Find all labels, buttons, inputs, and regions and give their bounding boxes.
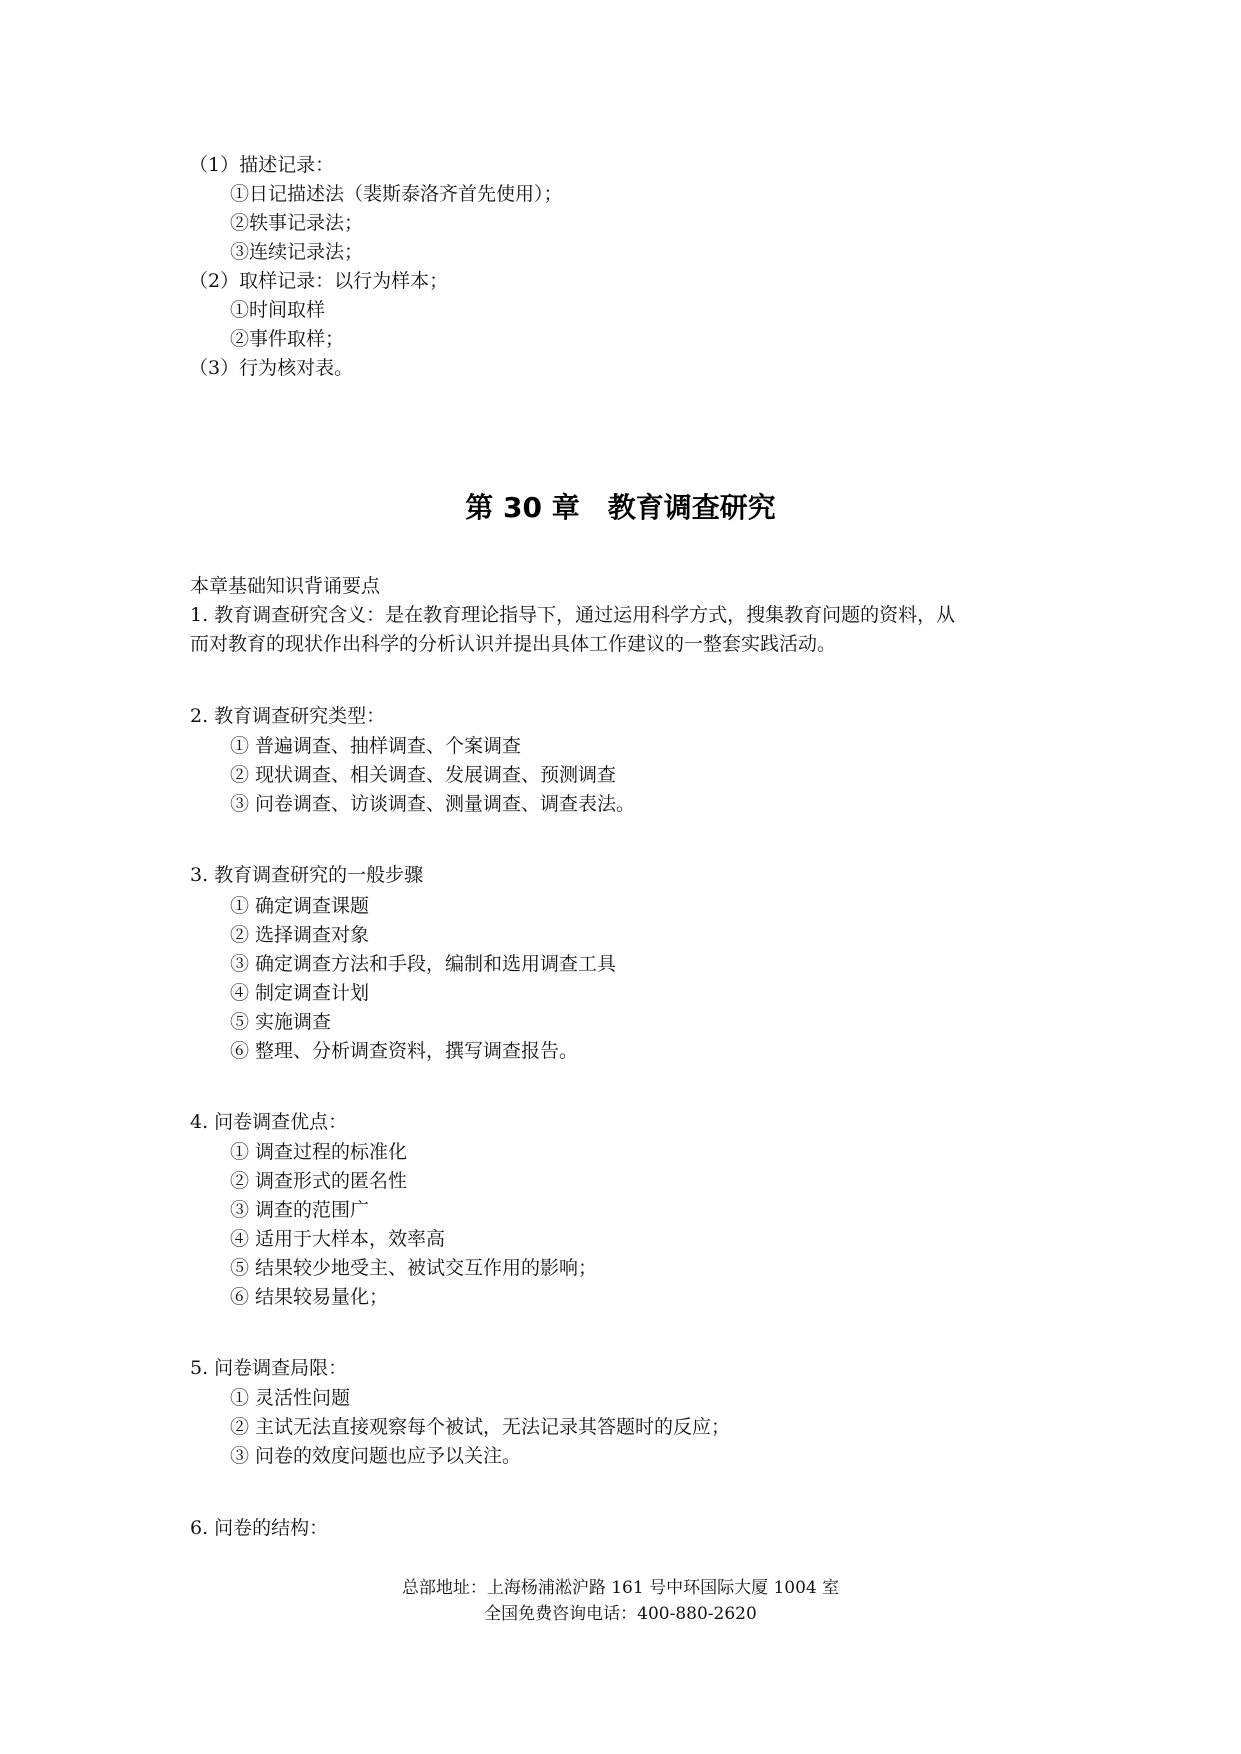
list-item: ④ 适用于大样本，效率高 <box>230 1228 446 1250</box>
list-item: ⑤ 结果较少地受主、被试交互作用的影响； <box>230 1257 598 1279</box>
list-item: ⑤ 实施调查 <box>230 1011 332 1033</box>
list-item: ② 现状调查、相关调查、发展调查、预测调查 <box>230 764 617 786</box>
list-item: ② 主试无法直接观察每个被试，无法记录其答题时的反应； <box>230 1416 731 1438</box>
paragraph-line: 1. 教育调查研究含义：是在教育理论指导下，通过运用科学方式，搜集教育问题的资料，从 <box>190 604 956 626</box>
list-item: ⑥ 结果较易量化； <box>230 1286 389 1308</box>
list-item: ① 确定调查课题 <box>230 895 370 917</box>
list-item: ② 选择调查对象 <box>230 924 370 946</box>
list-item: ① 灵活性问题 <box>230 1387 351 1409</box>
paragraph-line: 而对教育的现状作出科学的分析认识并提出具体工作建议的一整套实践活动。 <box>190 633 837 655</box>
list-item: （1）描述记录： <box>189 154 335 176</box>
section-heading: 2. 教育调查研究类型： <box>190 705 386 727</box>
section-heading: 4. 问卷调查优点： <box>190 1111 348 1133</box>
section-intro: 本章基础知识背诵要点 <box>190 575 381 597</box>
list-item: ② 调查形式的匿名性 <box>230 1170 408 1192</box>
list-item: ③ 问卷调查、访谈调查、测量调查、调查表法。 <box>230 793 636 815</box>
list-item: ②事件取样； <box>230 328 345 350</box>
list-item: ①日记描述法（裴斯泰洛齐首先使用）； <box>230 183 563 205</box>
list-item: ②轶事记录法； <box>230 212 364 234</box>
footer-address: 总部地址：上海杨浦淞沪路 161 号中环国际大厦 1004 室 <box>401 1578 840 1598</box>
list-item: ③ 调查的范围广 <box>230 1199 370 1221</box>
chapter-title: 第 30 章 教育调查研究 <box>465 491 776 524</box>
section-heading: 6. 问卷的结构： <box>190 1517 329 1539</box>
section-heading: 3. 教育调查研究的一般步骤 <box>190 864 424 886</box>
list-item: ①时间取样 <box>230 299 326 321</box>
footer-phone: 全国免费咨询电话：400-880-2620 <box>484 1604 757 1624</box>
list-item: ⑥ 整理、分析调查资料，撰写调查报告。 <box>230 1040 579 1062</box>
list-item: ③连续记录法； <box>230 241 364 263</box>
section-heading: 5. 问卷调查局限： <box>190 1357 348 1379</box>
list-item: ④ 制定调查计划 <box>230 982 370 1004</box>
list-item: ③ 确定调查方法和手段，编制和选用调查工具 <box>230 953 617 975</box>
list-item: ① 普遍调查、抽样调查、个案调查 <box>230 735 522 757</box>
list-item: ① 调查过程的标准化 <box>230 1141 408 1163</box>
list-item: ③ 问卷的效度问题也应予以关注。 <box>230 1445 522 1467</box>
list-item: （2）取样记录：以行为样本； <box>189 270 449 292</box>
list-item: （3）行为核对表。 <box>189 357 354 379</box>
